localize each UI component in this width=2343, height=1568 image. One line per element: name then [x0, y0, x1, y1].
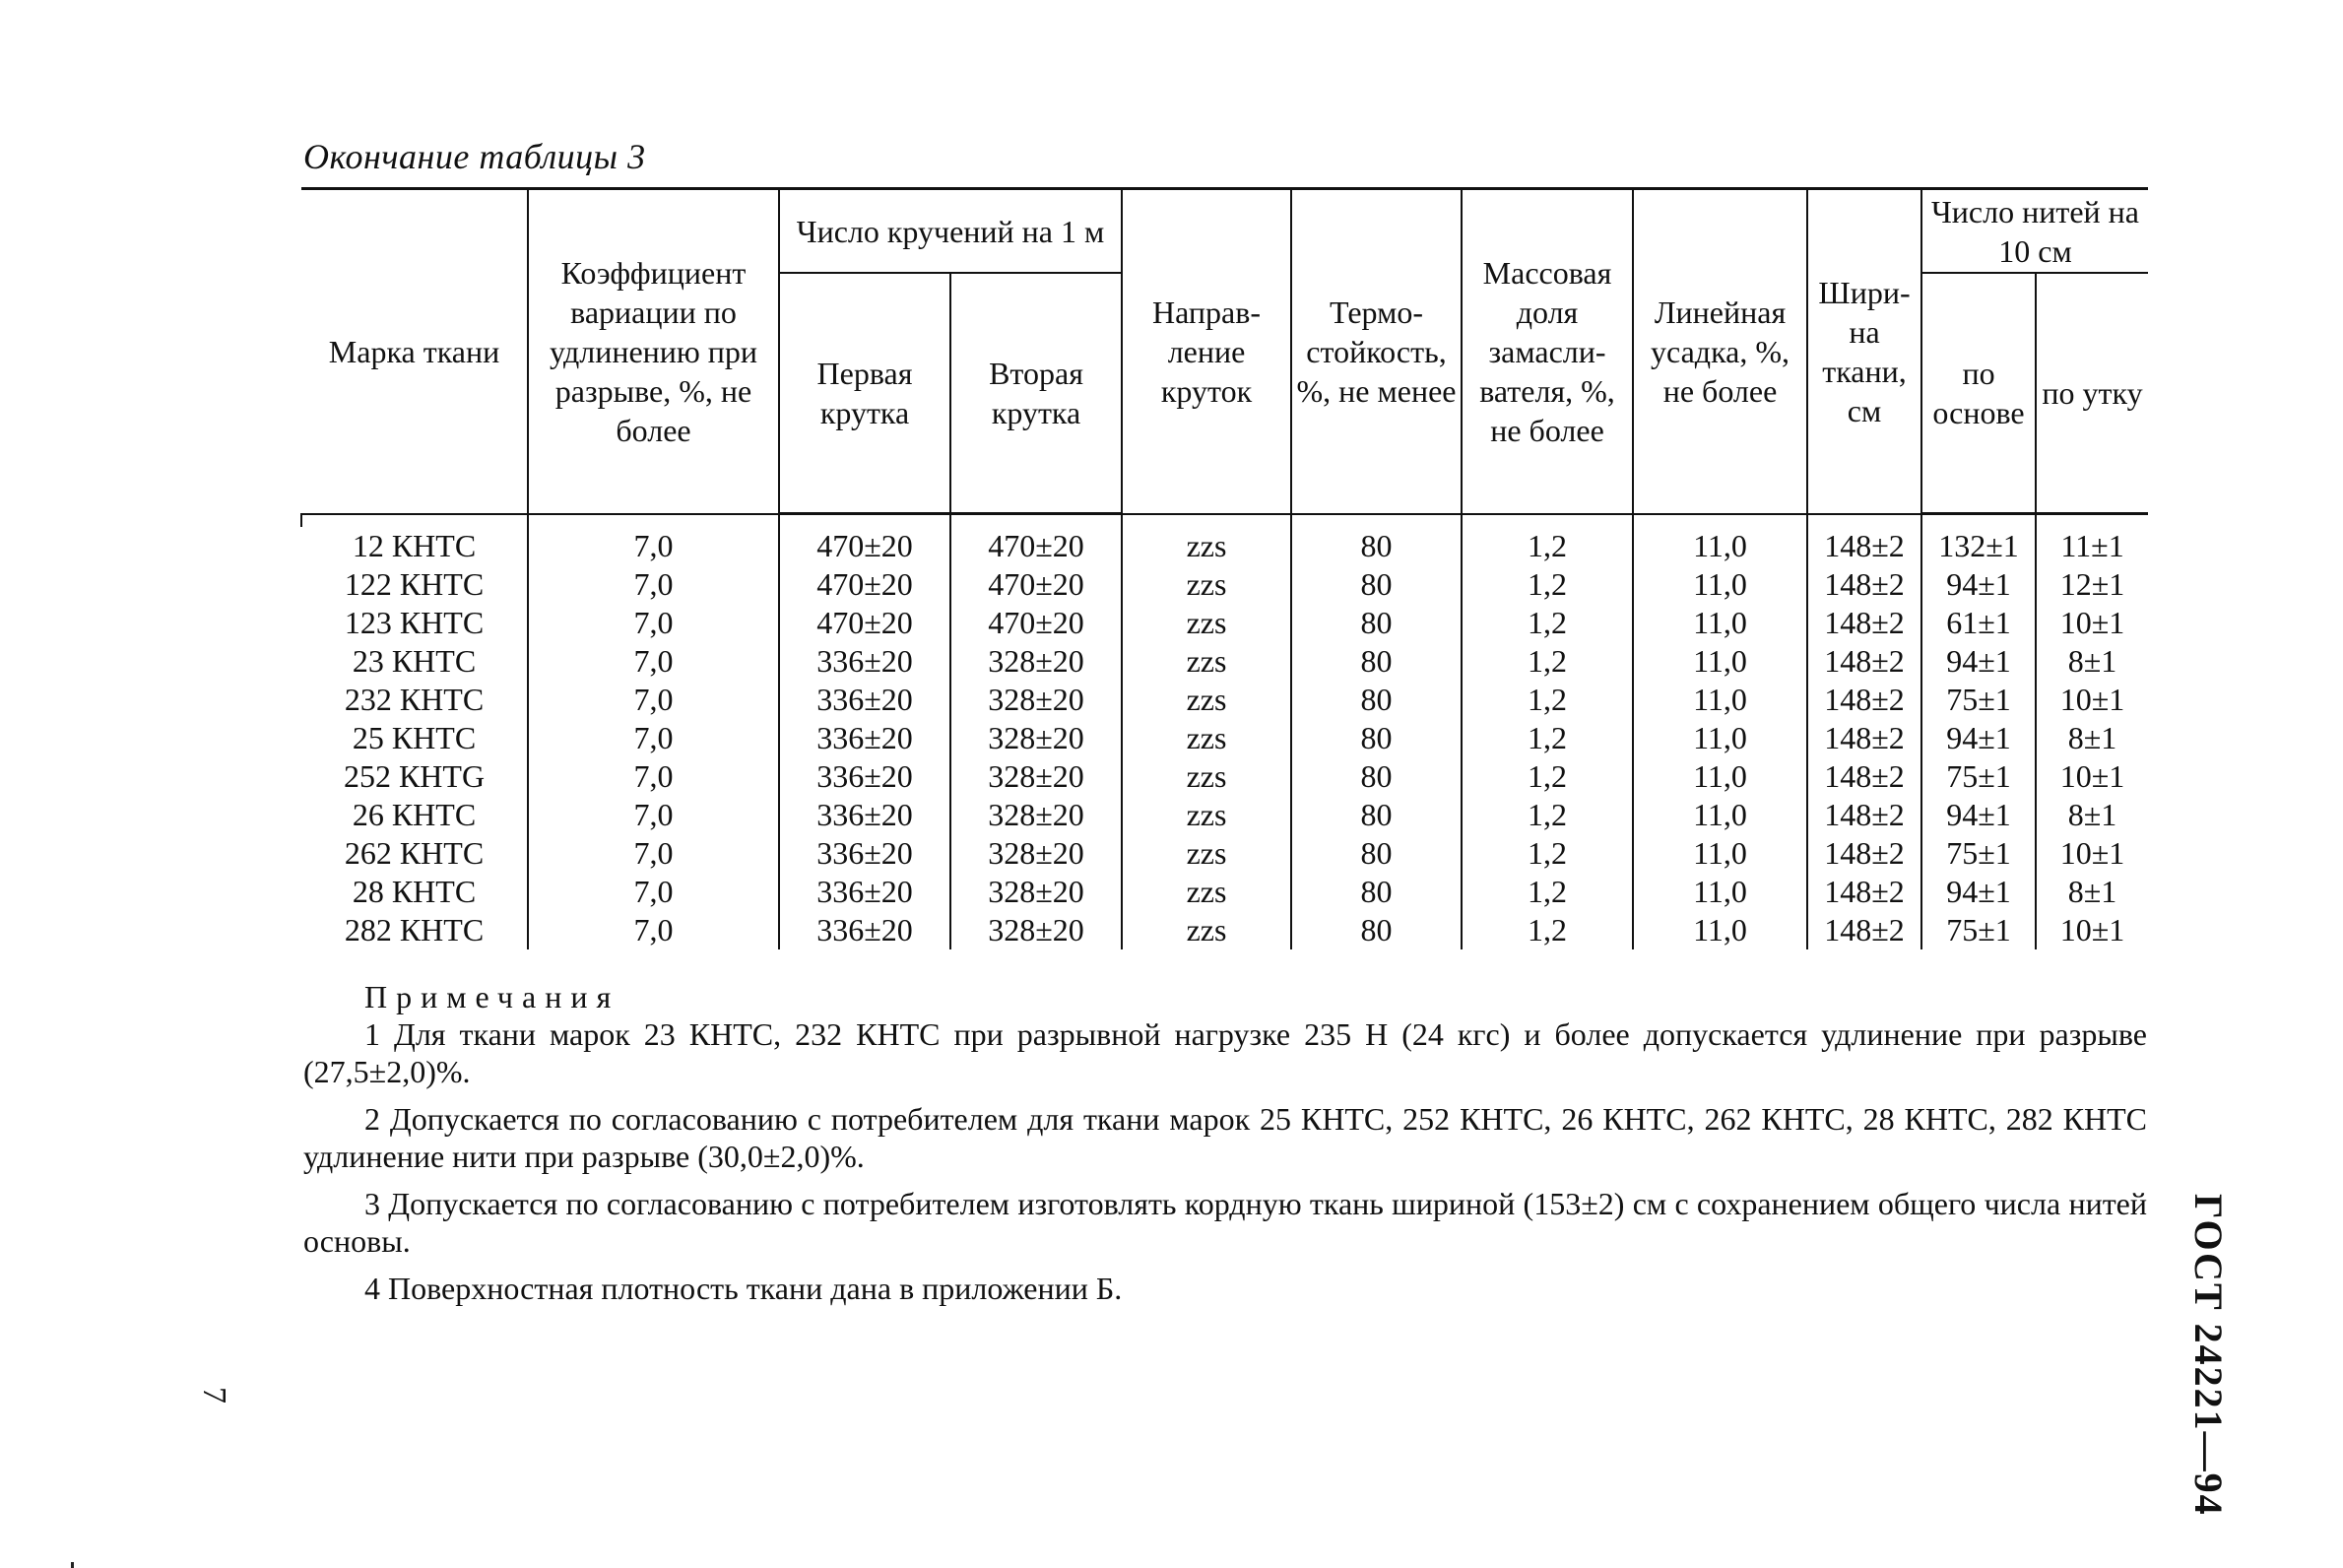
table-row — [301, 604, 2148, 642]
header-pervaya: Первая крутка — [779, 273, 950, 514]
table-row — [301, 642, 2148, 681]
table-cell: 11,0 — [1633, 834, 1807, 873]
table-cell: 148±2 — [1807, 565, 1921, 604]
table-cell: 148±2 — [1807, 796, 1921, 834]
table-cell: 80 — [1291, 604, 1462, 642]
table-cell: 80 — [1291, 796, 1462, 834]
table-cell: 123 КНТС — [344, 605, 485, 640]
table-cell: 80 — [1291, 681, 1462, 719]
table-cell: 336±20 — [779, 681, 950, 719]
table-cell: 10±1 — [2036, 911, 2148, 949]
table-cell: 1,2 — [1462, 604, 1633, 642]
table-cell: zzs — [1122, 911, 1291, 949]
table-cell: zzs — [1122, 565, 1291, 604]
table-cell: 148±2 — [1807, 604, 1921, 642]
table-row — [301, 527, 2148, 565]
table-cell: 328±20 — [950, 911, 1122, 949]
table-cell: 328±20 — [950, 681, 1122, 719]
table-cell: 470±20 — [779, 565, 950, 604]
table-row — [301, 757, 2148, 796]
table-cell: zzs — [1122, 642, 1291, 681]
table-cell: 7,0 — [528, 681, 779, 719]
table-cell: 94±1 — [1921, 873, 2036, 911]
table-cell: 11,0 — [1633, 719, 1807, 757]
table-cell: 11,0 — [1633, 796, 1807, 834]
table-cell: 94±1 — [1921, 796, 2036, 834]
table-cell: 94±1 — [1921, 565, 2036, 604]
table-cell: 336±20 — [779, 719, 950, 757]
table-cell: 80 — [1291, 757, 1462, 796]
table-row — [301, 719, 2148, 757]
table-row — [301, 873, 2148, 911]
table-cell: 12±1 — [2036, 565, 2148, 604]
table-cell: 148±2 — [1807, 911, 1921, 949]
table-cell: 94±1 — [1921, 719, 2036, 757]
table-row — [301, 565, 2148, 604]
table-cell: 1,2 — [1462, 642, 1633, 681]
table-cell: 11,0 — [1633, 527, 1807, 565]
table-cell: 336±20 — [779, 873, 950, 911]
table-cell: 7,0 — [528, 911, 779, 949]
table-cell: zzs — [1122, 834, 1291, 873]
table-cell: 148±2 — [1807, 642, 1921, 681]
header-vtoraya: Вторая крутка — [950, 273, 1122, 514]
note-2: 2 Допускается по согласованию с потребителем для ткани марок 25 КНТС, 252 КНТС, 26 КНТС, 262 КНТС, 28 КНТС, 282 КНТС удлинение нити при разрыве (30,0±2,0)%. — [303, 1101, 2147, 1174]
header-utok: по утку — [2036, 273, 2148, 514]
specifications-table — [300, 187, 2148, 949]
table-cell: 10±1 — [2036, 681, 2148, 719]
table-cell: 282 КНТС — [344, 912, 485, 947]
header-napravlenie: Направ- ление круток — [1122, 189, 1291, 514]
table-cell: zzs — [1122, 796, 1291, 834]
table-cell: 75±1 — [1921, 834, 2036, 873]
header-massovaya: Массовая доля замасли- вателя, %, не более — [1462, 189, 1633, 514]
table-cell: 75±1 — [1921, 757, 2036, 796]
header-nitey: Число нитей на 10 см — [1921, 189, 2148, 274]
header-osnova: по основе — [1921, 273, 2036, 514]
table-cell: 12 КНТС — [352, 528, 477, 563]
table-cell: 148±2 — [1807, 719, 1921, 757]
table-cell: 75±1 — [1921, 911, 2036, 949]
table-cell: 328±20 — [950, 757, 1122, 796]
table-cell: 470±20 — [950, 604, 1122, 642]
table-cell: 328±20 — [950, 719, 1122, 757]
table-cell: zzs — [1122, 873, 1291, 911]
table-cell: 11,0 — [1633, 757, 1807, 796]
table-cell: 80 — [1291, 911, 1462, 949]
note-4: 4 Поверхностная плотность ткани дана в приложении Б. — [364, 1271, 1123, 1306]
table-cell: 470±20 — [950, 565, 1122, 604]
table-cell: 1,2 — [1462, 834, 1633, 873]
table-cell: 8±1 — [2036, 719, 2148, 757]
table-cell: zzs — [1122, 757, 1291, 796]
table-cell: 470±20 — [950, 527, 1122, 565]
table-cell: 11,0 — [1633, 565, 1807, 604]
table-cell: 10±1 — [2036, 757, 2148, 796]
table-cell: 122 КНТС — [344, 566, 485, 602]
note-1: 1 Для ткани марок 23 КНТС, 232 КНТС при разрывной нагрузке 235 Н (24 кгс) и более допускается удлинение при разрыве (27,5±2,0)%. — [303, 1016, 2147, 1089]
table-cell: 11,0 — [1633, 873, 1807, 911]
table-cell: 132±1 — [1921, 527, 2036, 565]
table-cell: 1,2 — [1462, 757, 1633, 796]
table-cell: 328±20 — [950, 796, 1122, 834]
table-row — [301, 911, 2148, 949]
table-cell: 28 КНТС — [352, 874, 477, 909]
table-cell: 7,0 — [528, 642, 779, 681]
table-row — [301, 834, 2148, 873]
notes-section — [303, 978, 2147, 1317]
table-cell: 11±1 — [2036, 527, 2148, 565]
table-cell: 470±20 — [779, 527, 950, 565]
table-cell: 80 — [1291, 527, 1462, 565]
header-koef: Коэффициент вариации по удлинению при разрыве, %, не более — [528, 189, 779, 514]
table-cell: 1,2 — [1462, 565, 1633, 604]
table-cell: zzs — [1122, 719, 1291, 757]
table-cell: 232 КНТС — [344, 682, 485, 717]
table-cell: 148±2 — [1807, 681, 1921, 719]
table-cell: 336±20 — [779, 757, 950, 796]
table-cell: 1,2 — [1462, 796, 1633, 834]
table-row — [301, 681, 2148, 719]
table-cell: 11,0 — [1633, 642, 1807, 681]
table-cell: 148±2 — [1807, 527, 1921, 565]
notes-title: Примечания — [364, 979, 620, 1014]
table-cell: 336±20 — [779, 834, 950, 873]
table-cell: 61±1 — [1921, 604, 2036, 642]
table-cell: 252 КНТG — [343, 758, 486, 794]
scan-mark — [71, 1562, 74, 1568]
header-usadka: Линейная усадка, %, не более — [1633, 189, 1807, 514]
table-cell: 25 КНТС — [352, 720, 477, 755]
table-cell: 8±1 — [2036, 796, 2148, 834]
table-cell: 1,2 — [1462, 873, 1633, 911]
table-cell: 11,0 — [1633, 604, 1807, 642]
table-cell: 80 — [1291, 719, 1462, 757]
table-cell: 148±2 — [1807, 834, 1921, 873]
table-cell: 336±20 — [779, 642, 950, 681]
table-cell: 8±1 — [2036, 873, 2148, 911]
table-cell: 7,0 — [528, 873, 779, 911]
table-cell: 7,0 — [528, 719, 779, 757]
page-number: 7 — [196, 1387, 232, 1404]
table-cell: 328±20 — [950, 834, 1122, 873]
table-cell: 7,0 — [528, 834, 779, 873]
table-cell: 7,0 — [528, 604, 779, 642]
table-cell: zzs — [1122, 527, 1291, 565]
table-cell: 336±20 — [779, 796, 950, 834]
header-marka: Марка ткани — [301, 189, 528, 514]
standard-designation: ГОСТ 24221—94 — [2186, 1194, 2231, 1517]
note-3: 3 Допускается по согласованию с потребителем изготовлять кордную ткань шириной (153±2) см с сохранением общего числа нитей основы. — [303, 1186, 2147, 1259]
table-cell: 80 — [1291, 642, 1462, 681]
table-cell: 26 КНТС — [352, 797, 477, 832]
table-cell: 7,0 — [528, 527, 779, 565]
table-cell: 7,0 — [528, 565, 779, 604]
header-shirina: Шири- на ткани, см — [1807, 189, 1921, 514]
table-cell: 1,2 — [1462, 527, 1633, 565]
table-cell: 11,0 — [1633, 911, 1807, 949]
table-cell: 470±20 — [779, 604, 950, 642]
table-cell: 262 КНТС — [344, 835, 485, 871]
table-cell: 1,2 — [1462, 681, 1633, 719]
header-termo: Термо- стойкость, %, не менее — [1291, 189, 1462, 514]
table-cell: 148±2 — [1807, 873, 1921, 911]
table-cell: zzs — [1122, 681, 1291, 719]
table-cell: zzs — [1122, 604, 1291, 642]
table-cell: 10±1 — [2036, 834, 2148, 873]
table-cell: 328±20 — [950, 642, 1122, 681]
table-cell: 10±1 — [2036, 604, 2148, 642]
table-cell: 23 КНТС — [352, 643, 477, 679]
table-cell: 80 — [1291, 873, 1462, 911]
table-cell: 80 — [1291, 565, 1462, 604]
table-cell: 328±20 — [950, 873, 1122, 911]
table-cell: 11,0 — [1633, 681, 1807, 719]
table-cell: 94±1 — [1921, 642, 2036, 681]
table-cell: 80 — [1291, 834, 1462, 873]
table-cell: 7,0 — [528, 757, 779, 796]
table-cell: 1,2 — [1462, 911, 1633, 949]
table-cell: 336±20 — [779, 911, 950, 949]
table-cell: 7,0 — [528, 796, 779, 834]
table-caption: Окончание таблицы 3 — [303, 137, 646, 176]
table-body — [301, 514, 2148, 950]
header-kruchenia: Число кручений на 1 м — [779, 189, 1122, 274]
table-cell: 75±1 — [1921, 681, 2036, 719]
table-cell: 1,2 — [1462, 719, 1633, 757]
table-cell: 8±1 — [2036, 642, 2148, 681]
table-row — [301, 796, 2148, 834]
table-cell: 148±2 — [1807, 757, 1921, 796]
